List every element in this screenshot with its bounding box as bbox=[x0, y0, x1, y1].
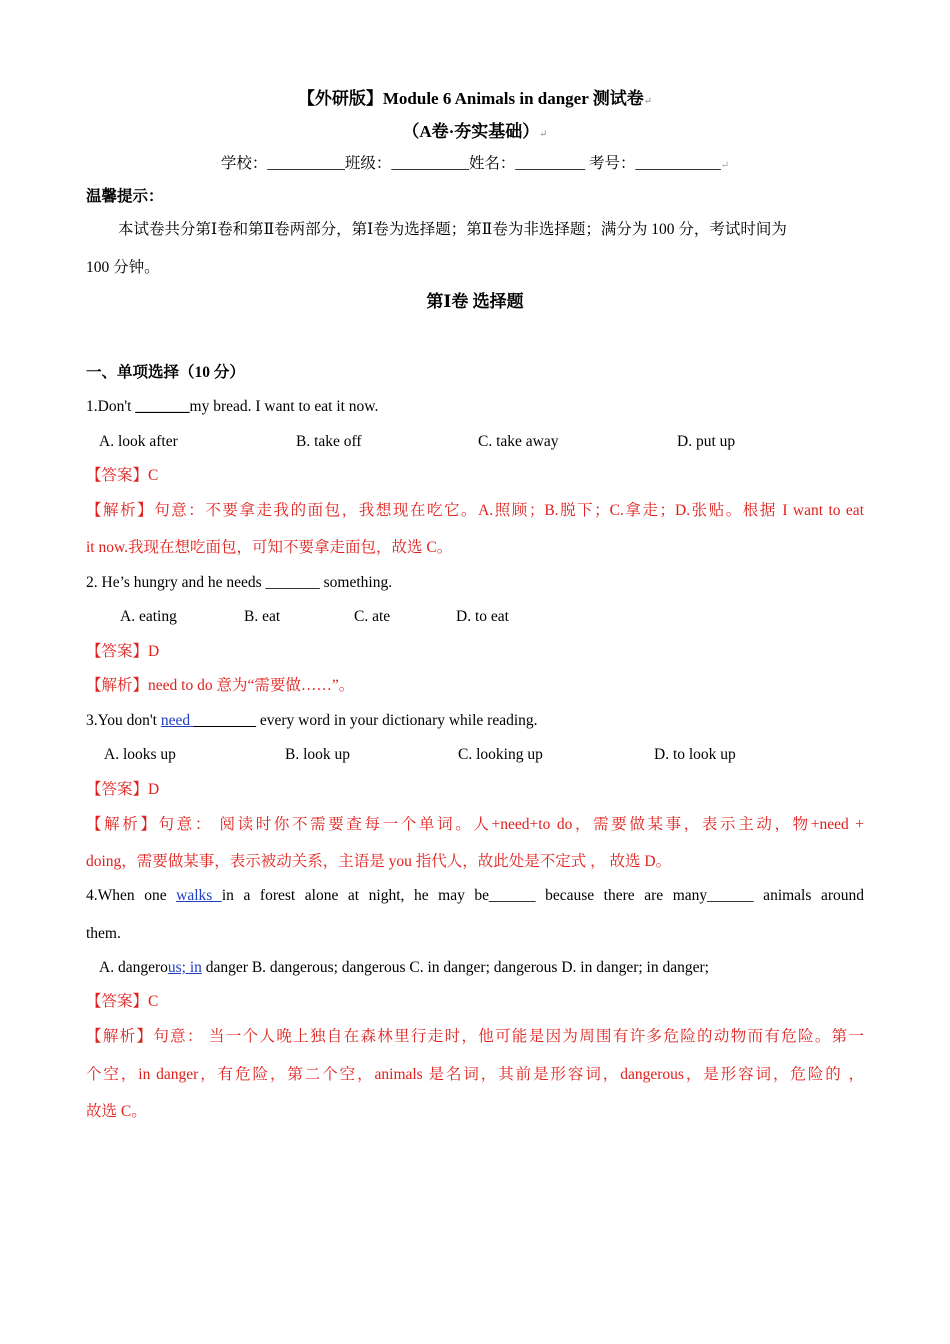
q2-option-d: D. to eat bbox=[456, 608, 509, 625]
question-4-options: A. dangerous; in danger B. dangerous; dangerous C. in danger; dangerous D. in danger; in danger; bbox=[99, 959, 709, 976]
question-3-analysis-line-2: doing，需要做某事，表示被动关系，主语是 you 指代人，故此处是不定式 ， 故选 D。 bbox=[86, 853, 672, 870]
q3-option-b: B. look up bbox=[285, 746, 351, 763]
q3-option-a: A. looks up bbox=[104, 746, 176, 763]
document-title: 【外研版】Module 6 Animals in danger 测试卷↵ bbox=[297, 89, 653, 108]
question-3-answer: 【答案】D bbox=[86, 781, 160, 798]
q3-option-c: C. looking up bbox=[458, 746, 543, 763]
question-2-stem: 2. He’s hungry and he needs _______ something. bbox=[86, 574, 393, 591]
notice-line-2: 100 分钟。 bbox=[86, 259, 160, 276]
q1-option-a: A. look after bbox=[99, 433, 178, 450]
question-4-stem-line-2: them. bbox=[86, 925, 121, 942]
question-1-analysis-line-2: it now.我现在想吃面包，可知不要拿走面包，故选 C。 bbox=[86, 539, 453, 556]
question-3-stem: 3.You don't need ________ every word in your dictionary while reading. bbox=[86, 712, 538, 729]
q1-option-d: D. put up bbox=[677, 433, 736, 450]
q4-link-us-in[interactable]: us; in bbox=[167, 959, 202, 976]
notice-line-1: 本试卷共分第Ⅰ卷和第Ⅱ卷两部分，第Ⅰ卷为选择题；第Ⅱ卷为非选择题；满分为 100 分，考试时间为 bbox=[118, 221, 787, 238]
q1-option-c: C. take away bbox=[478, 433, 559, 450]
notice-label: 温馨提示： bbox=[86, 188, 164, 205]
question-4-analysis-line-1: 【解析】句意： 当一个人晚上独自在森林里行走时，他可能是因为周围有许多危险的动物而有危险。第一 bbox=[86, 1028, 864, 1045]
document-subtitle: （A卷·夯实基础）↵ bbox=[402, 122, 548, 141]
question-2-answer: 【答案】D bbox=[86, 643, 160, 660]
q3-option-d: D. to look up bbox=[654, 746, 736, 763]
q2-option-a: A. eating bbox=[120, 608, 177, 625]
q3-link-need[interactable]: need bbox=[160, 712, 195, 729]
question-4-stem-line-1: 4.When one walks in a forest alone at night, he may be______ because there are many______ animals around bbox=[86, 887, 864, 904]
section1-title: 一、单项选择（10 分） bbox=[86, 364, 245, 381]
question-1-stem: 1.Don't _______my bread. I want to eat it now. bbox=[86, 398, 379, 415]
q1-option-b: B. take off bbox=[296, 433, 362, 450]
question-4-analysis-line-3: 故选 C。 bbox=[86, 1103, 147, 1120]
q4-link-walks[interactable]: walks bbox=[176, 887, 222, 904]
part1-title: 第Ⅰ卷 选择题 bbox=[426, 292, 524, 311]
question-1-answer: 【答案】C bbox=[86, 467, 159, 484]
q2-option-b: B. eat bbox=[244, 608, 281, 625]
question-3-analysis-line-1: 【解析】句意： 阅读时你不需要查每一个单词。人+need+to do，需要做某事，表示主动，物+need + bbox=[86, 816, 864, 833]
question-4-answer: 【答案】C bbox=[86, 993, 159, 1010]
question-2-analysis: 【解析】need to do 意为“需要做……”。 bbox=[86, 677, 355, 694]
question-1-analysis-line-1: 【解析】句意：不要拿走我的面包，我想现在吃它。A.照顾；B.脱下；C.拿走；D.张贴。根据 I want to eat bbox=[86, 502, 864, 519]
q2-option-c: C. ate bbox=[354, 608, 391, 625]
question-4-analysis-line-2: 个空，in danger，有危险，第二个空，animals 是名词，其前是形容词，dangerous，是形容词，危险的 ， bbox=[86, 1066, 864, 1083]
student-info-line: 学校：__________班级：__________姓名：_________ 考号：___________↵ bbox=[220, 155, 730, 172]
